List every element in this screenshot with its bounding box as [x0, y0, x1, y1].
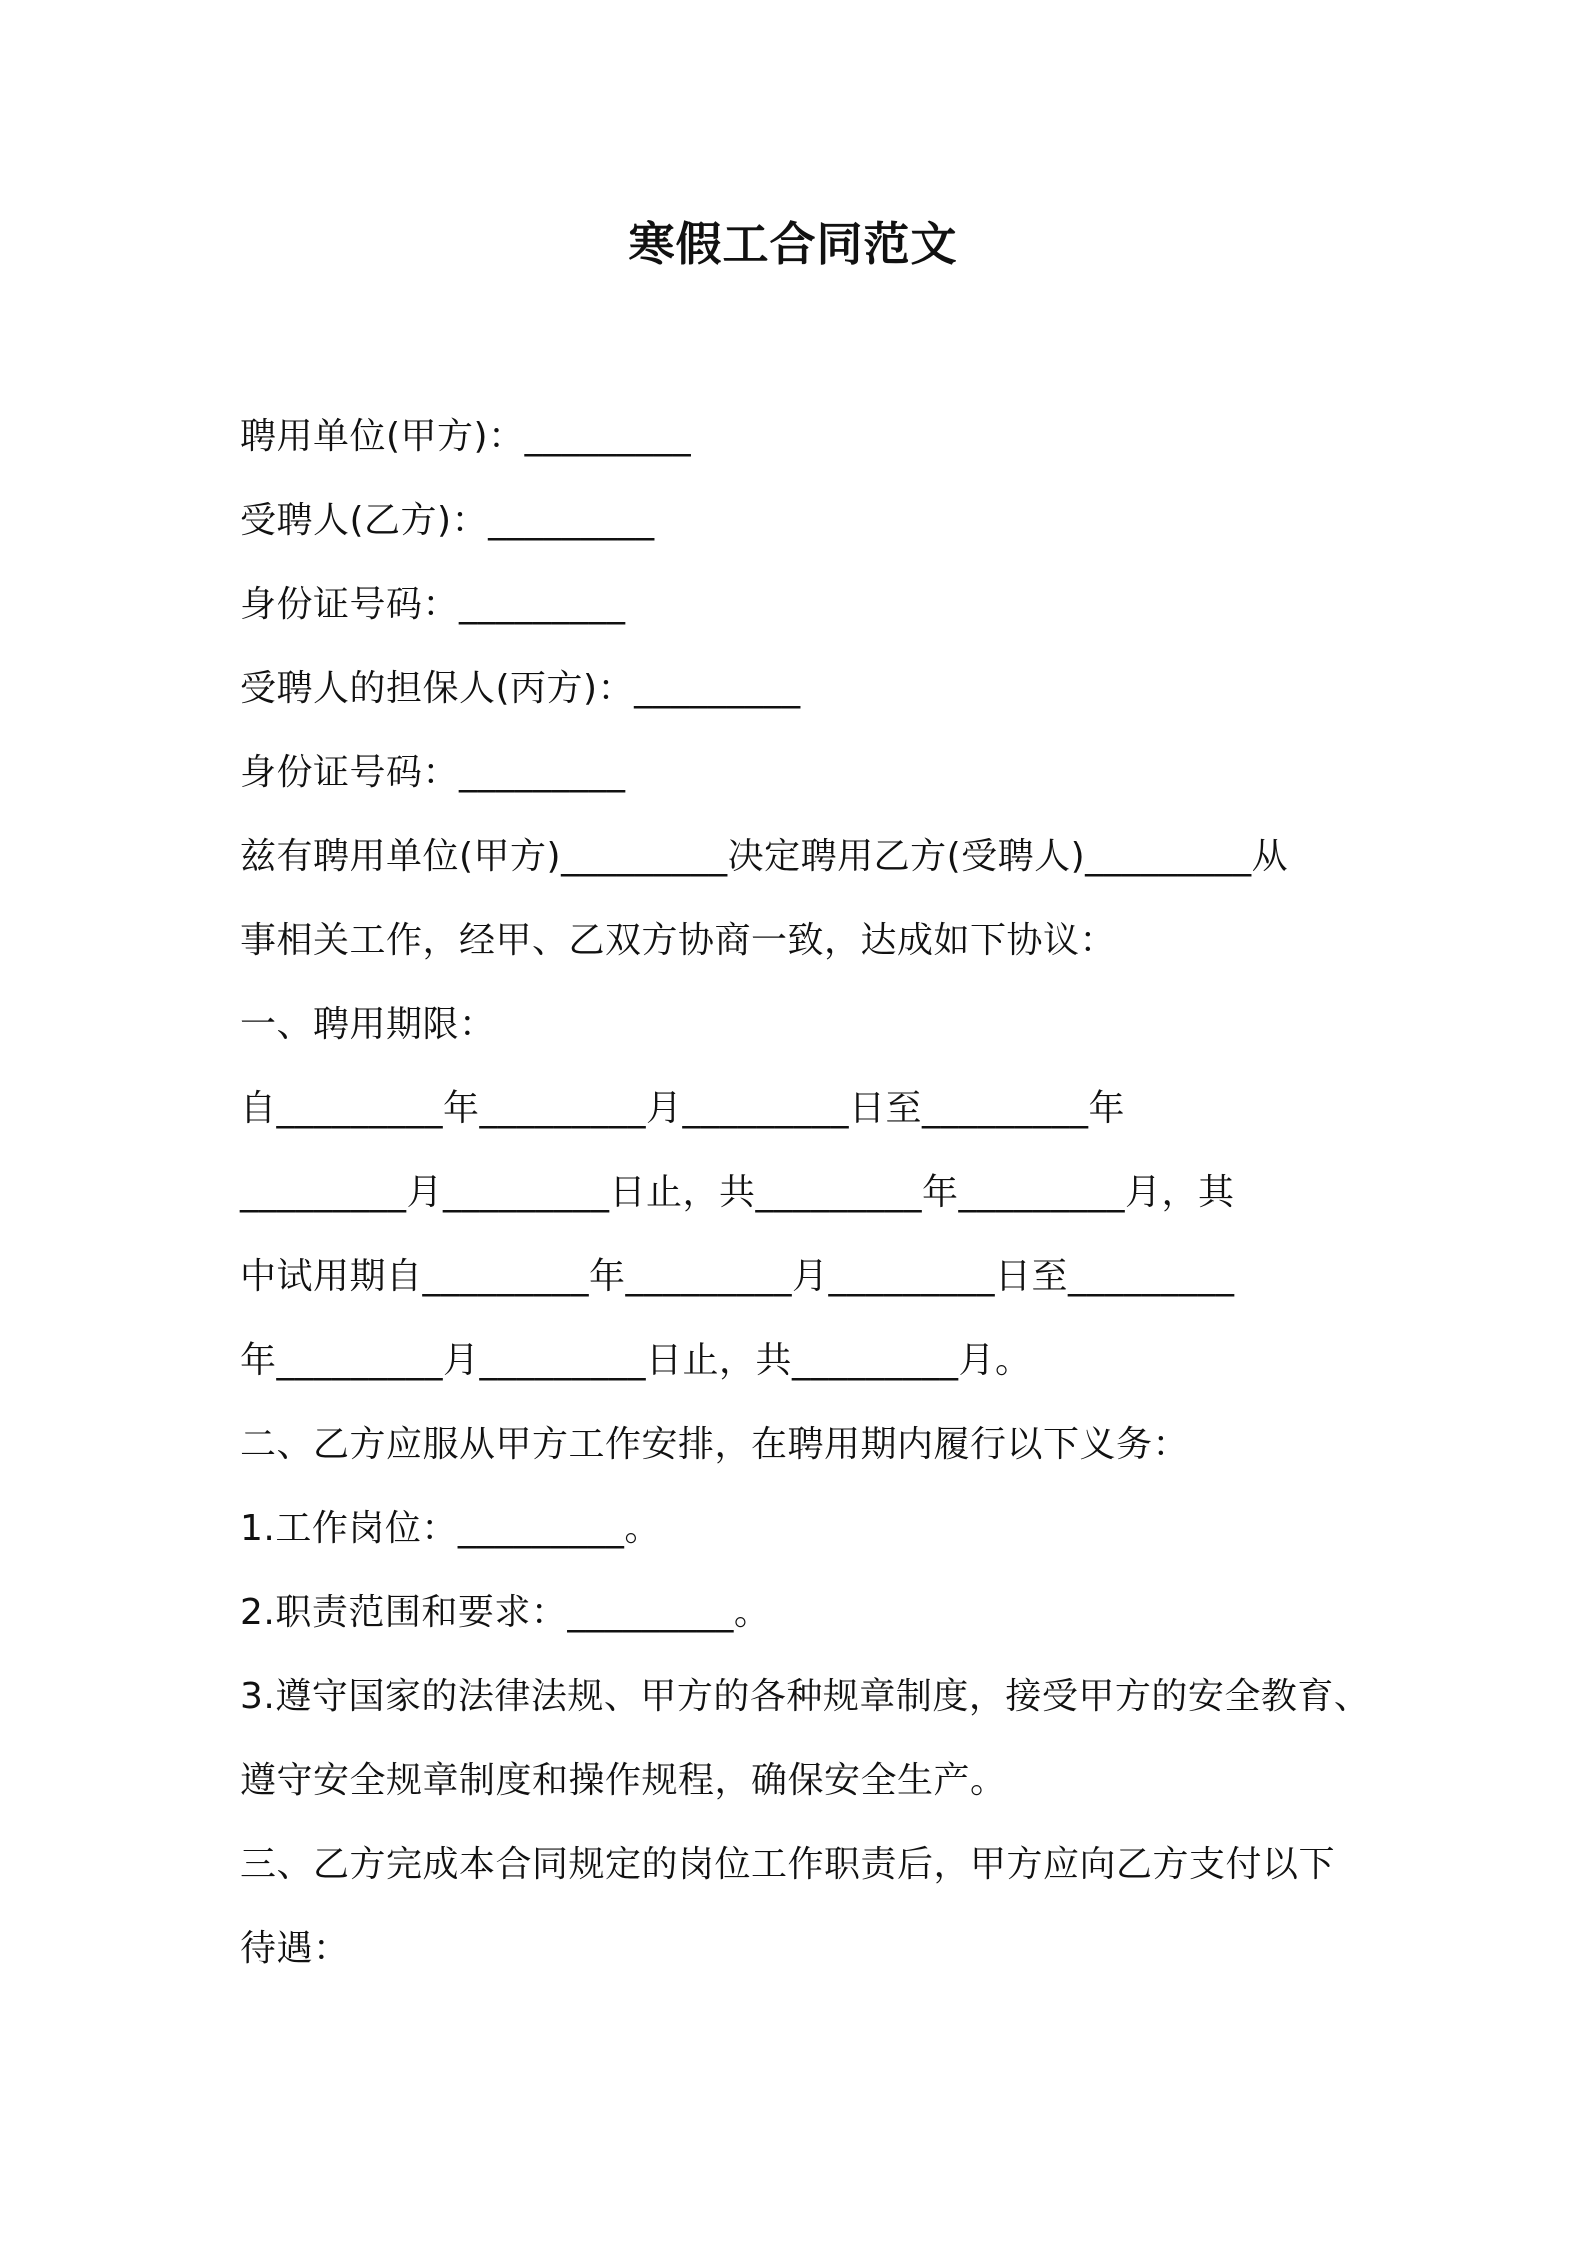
- section-3-heading-line-2: 待遇：: [240, 1928, 350, 1969]
- duty-item-3-line-1: 3.遵守国家的法律法规、甲方的各种规章制度，接受甲方的安全教育、: [240, 1676, 1371, 1717]
- section-1-heading: 一、聘用期限：: [240, 1004, 496, 1045]
- duty-item-2: 2.职责范围和要求：_________。: [240, 1592, 771, 1633]
- employee-id-line: 身份证号码：_________: [240, 584, 626, 625]
- employee-line: 受聘人(乙方)：_________: [240, 500, 655, 541]
- section-2-heading: 二、乙方应服从甲方工作安排，在聘用期内履行以下义务：: [240, 1424, 1190, 1465]
- employer-line: 聘用单位(甲方)：_________: [240, 416, 692, 457]
- term-line-1: 自_________年_________月_________日至_________年: [240, 1088, 1126, 1129]
- document-title: 寒假工合同范文: [628, 217, 958, 271]
- intro-paragraph-line-1: 兹有聘用单位(甲方)_________决定聘用乙方(受聘人)_________从: [240, 836, 1289, 877]
- term-line-4: 年_________月_________日止，共_________月。: [240, 1340, 1032, 1381]
- term-line-3: 中试用期自_________年_________月_________日至_________: [240, 1256, 1235, 1297]
- term-line-2: _________月_________日止，共_________年_________月，其: [240, 1172, 1235, 1213]
- section-3-heading-line-1: 三、乙方完成本合同规定的岗位工作职责后，甲方应向乙方支付以下: [240, 1844, 1336, 1885]
- duty-item-3-line-2: 遵守安全规章制度和操作规程，确保安全生产。: [240, 1760, 1007, 1801]
- document-body: [240, 410, 1371, 2006]
- guarantor-line: 受聘人的担保人(丙方)：_________: [240, 668, 801, 709]
- duty-item-1: 1.工作岗位：_________。: [240, 1508, 661, 1549]
- guarantor-id-line: 身份证号码：_________: [240, 752, 626, 793]
- intro-paragraph-line-2: 事相关工作，经甲、乙双方协商一致，达成如下协议：: [240, 920, 1117, 961]
